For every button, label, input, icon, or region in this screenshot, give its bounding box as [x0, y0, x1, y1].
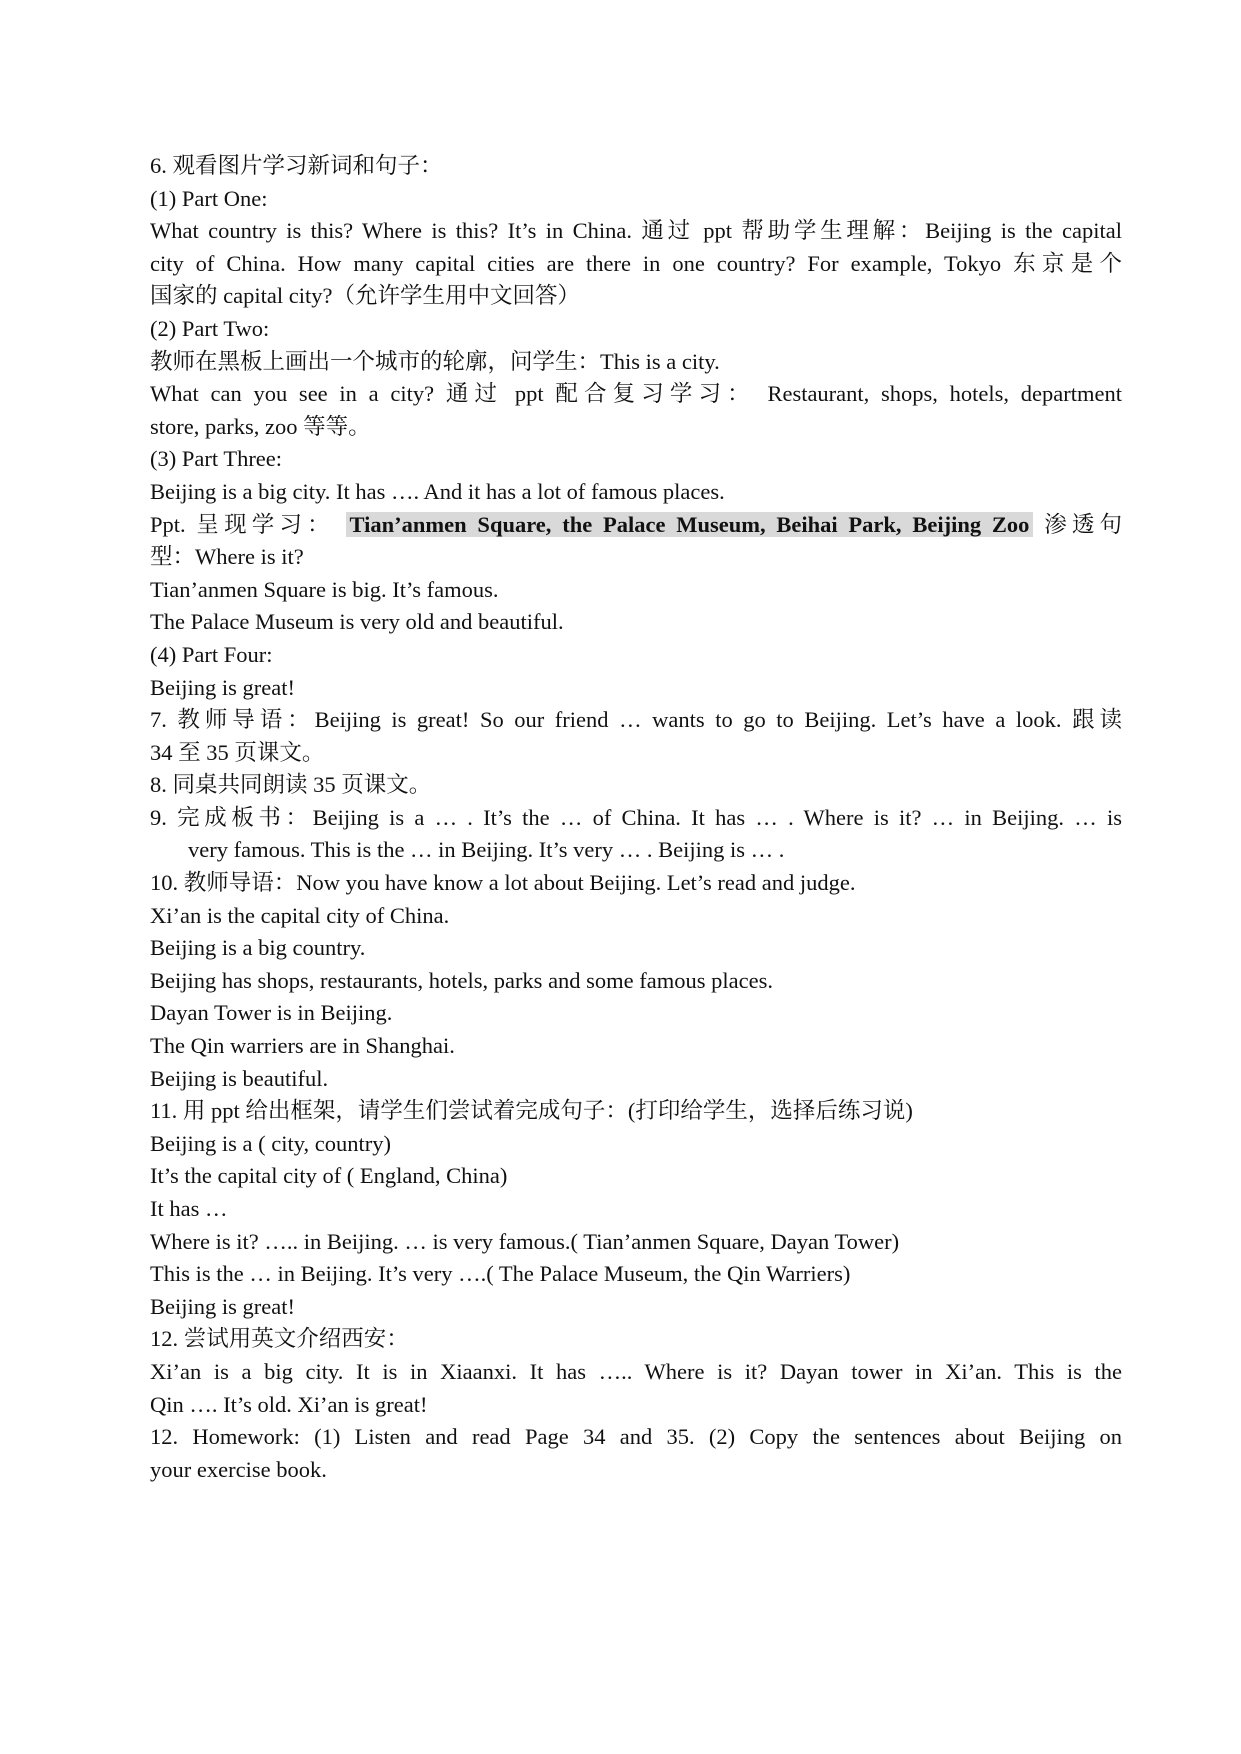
frame-sentence-2: It’s the capital city of ( England, China)	[150, 1163, 508, 1189]
judge-sentence-1: Xi’an is the capital city of China.	[150, 902, 450, 928]
part-three-text-line-3: 型：Where is it?	[150, 544, 304, 570]
step-8: 8. 同桌共同朗读 35 页课文。	[150, 772, 432, 798]
part-three-ppt-line	[150, 509, 1122, 542]
part-three-heading: (3) Part Three:	[150, 446, 283, 472]
part-three-text-line-5: The Palace Museum is very old and beautiful.	[150, 609, 564, 635]
frame-sentence-1: Beijing is a ( city, country)	[150, 1130, 391, 1156]
step-12-text-line-2: Qin …. It’s old. Xi’an is great!	[150, 1391, 428, 1417]
part-three-text-line-4: Tian’anmen Square is big. It’s famous.	[150, 576, 499, 602]
judge-sentence-5: The Qin warriers are in Shanghai.	[150, 1033, 455, 1059]
part-two-text-line-2: What can you see in a city? 通过 ppt 配合复习学习： Restaurant, shops, hotels, department	[150, 381, 1122, 407]
part-one-text-line-3: 国家的 capital city?（允许学生用中文回答）	[150, 283, 580, 309]
part-two-text-line-1: 教师在黑板上画出一个城市的轮廓，问学生：This is a city.	[150, 348, 720, 374]
highlighted-places: Tian’anmen Square, the Palace Museum, Beihai Park, Beijing Zoo	[346, 512, 1034, 537]
document-body	[150, 150, 1122, 1486]
part-one-text-line-2: city of China. How many capital cities are there in one country? For example, Tokyo 东京是个	[150, 250, 1122, 276]
step-9-line-2: very famous. This is the … in Beijing. It’s very … . Beijing is … .	[188, 837, 785, 863]
judge-sentence-3: Beijing has shops, restaurants, hotels, parks and some famous places.	[150, 967, 774, 993]
judge-sentence-6: Beijing is beautiful.	[150, 1065, 329, 1091]
judge-sentence-4: Dayan Tower is in Beijing.	[150, 1000, 393, 1026]
frame-sentence-6: Beijing is great!	[150, 1293, 295, 1319]
step-7-line-2: 34 至 35 页课文。	[150, 739, 325, 765]
part-two-heading: (2) Part Two:	[150, 315, 270, 341]
part-four-heading: (4) Part Four:	[150, 641, 273, 667]
step-9-line-1: 9. 完成板书：Beijing is a … . It’s the … of China. It has … . Where is it? … in Beijing. … is	[150, 804, 1122, 830]
ppt-trailing-text: 渗透句	[1044, 511, 1122, 537]
frame-sentence-5: This is the … in Beijing. It’s very ….( The Palace Museum, the Qin Warriers)	[150, 1261, 851, 1287]
judge-sentence-2: Beijing is a big country.	[150, 935, 366, 961]
homework-line-2: your exercise book.	[150, 1456, 327, 1482]
part-three-text-line-1: Beijing is a big city. It has …. And it has a lot of famous places.	[150, 478, 725, 504]
step-12-text-line-1: Xi’an is a big city. It is in Xiaanxi. It has ….. Where is it? Dayan tower in Xi’an. This is the	[150, 1358, 1122, 1384]
frame-sentence-4: Where is it? ….. in Beijing. … is very famous.( Tian’anmen Square, Dayan Tower)	[150, 1228, 900, 1254]
step-10: 10. 教师导语：Now you have know a lot about Beijing. Let’s read and judge.	[150, 870, 856, 896]
step-12-heading: 12. 尝试用英文介绍西安：	[150, 1326, 409, 1352]
step-7-line-1: 7. 教师导语：Beijing is great! So our friend … wants to go to Beijing. Let’s have a look. 跟读	[150, 707, 1122, 733]
part-one-heading: (1) Part One:	[150, 185, 268, 211]
part-four-text: Beijing is great!	[150, 674, 295, 700]
homework-line-1: 12. Homework: (1) Listen and read Page 34 and 35. (2) Copy the sentences about Beijing on	[150, 1424, 1122, 1450]
part-two-text-line-3: store, parks, zoo 等等。	[150, 413, 371, 439]
part-one-text-line-1: What country is this? Where is this? It’s in China. 通过 ppt 帮助学生理解：Beijing is the capital	[150, 218, 1122, 244]
ppt-intro-text: Ppt. 呈现学习：	[150, 511, 335, 537]
step-11: 11. 用 ppt 给出框架，请学生们尝试着完成句子：(打印给学生，选择后练习说)	[150, 1098, 913, 1124]
step-6-heading: 6. 观看图片学习新词和句子：	[150, 153, 443, 178]
frame-sentence-3: It has …	[150, 1196, 228, 1221]
